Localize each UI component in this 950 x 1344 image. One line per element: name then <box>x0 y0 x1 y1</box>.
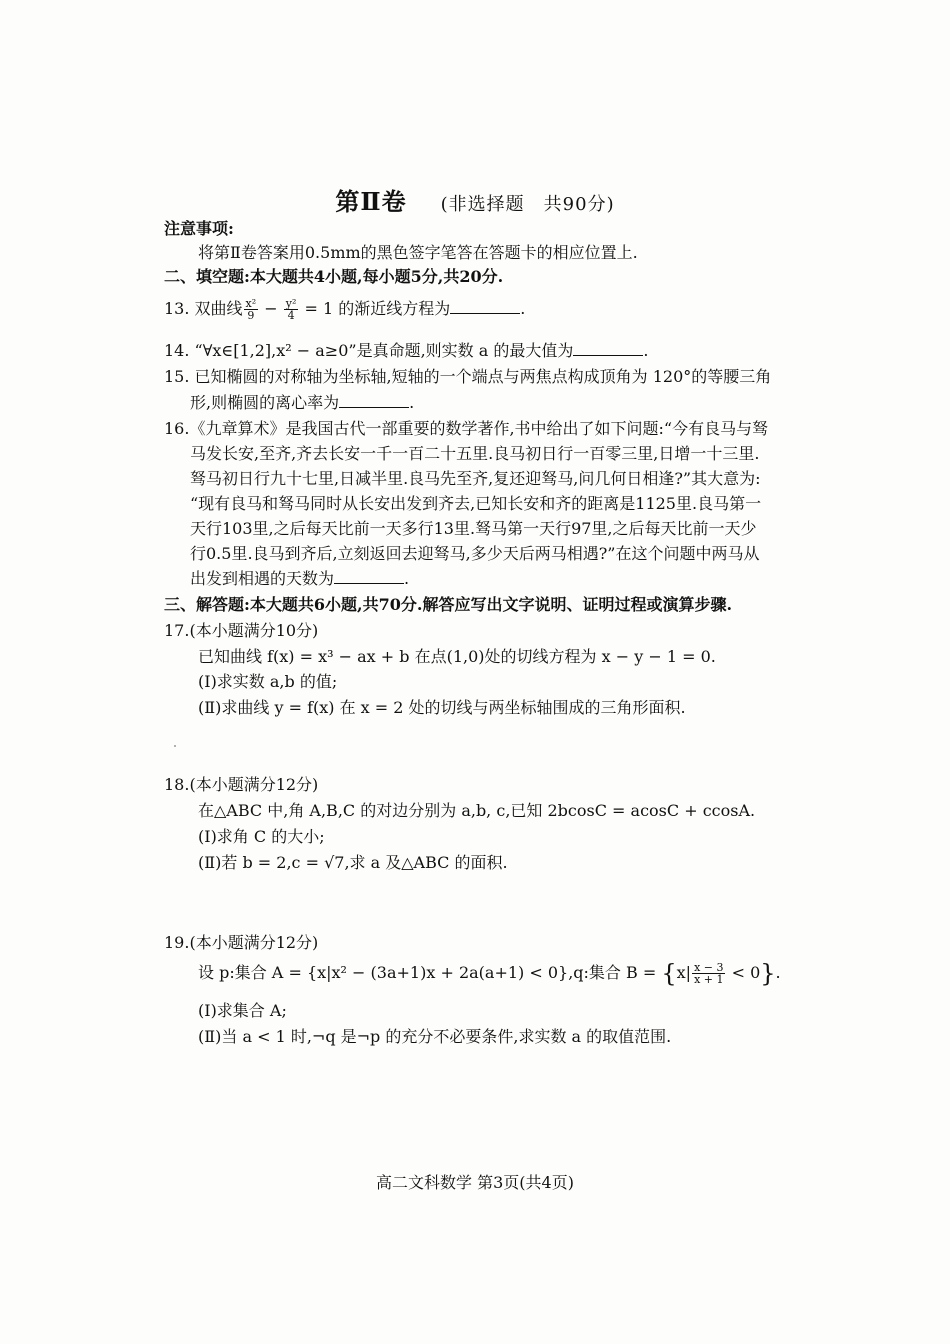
q16-line7-text: 出发到相遇的天数为 <box>190 569 335 588</box>
q17-head: 17.(本小题满分10分) <box>164 621 319 640</box>
title-main: 第Ⅱ卷 <box>335 187 407 216</box>
notice-heading: 注意事项: <box>164 219 234 238</box>
q14-end: . <box>643 341 649 360</box>
q17-line1: 已知曲线 f(x) = x³ − ax + b 在点(1,0)处的切线方程为 x − y − 1 = 0. <box>198 647 716 666</box>
q19-brace-close: } <box>760 959 776 988</box>
answer-blank <box>334 569 404 584</box>
q15-line2 <box>190 392 414 414</box>
scan-speck <box>174 745 176 747</box>
notice-text: 将第Ⅱ卷答案用0.5mm的黑色签字笔答在答题卡的相应位置上. <box>198 243 638 262</box>
q13-frac1-num: x² <box>245 297 257 310</box>
question-14 <box>164 340 648 362</box>
q19-line1 <box>198 959 781 988</box>
q13-frac2-den: 4 <box>287 309 295 322</box>
q13-frac2-num: y² <box>285 297 297 310</box>
q16-line5: 天行103里,之后每天比前一天多行13里.驽马第一天行97里,之后每天比前一天少 <box>190 519 757 538</box>
q19-end: . <box>775 963 781 982</box>
q17-part2: (Ⅱ)求曲线 y = f(x) 在 x = 2 处的切线与两坐标轴围成的三角形面积. <box>198 698 686 717</box>
q16-line2: 马发长安,至齐,齐去长安一千一百二十五里.良马初日行一百零三里,日增一十三里. <box>190 444 760 463</box>
q16-line4: “现有良马和驽马同时从长安出发到齐去,已知长安和齐的距离是1125里.良马第一 <box>190 494 762 513</box>
q19-frac-den: x + 1 <box>694 973 724 986</box>
q16-line7 <box>190 568 409 590</box>
q19-part2: (Ⅱ)当 a < 1 时,¬q 是¬p 的充分不必要条件,求实数 a 的取值范围. <box>198 1027 672 1046</box>
q19-frac-num: x − 3 <box>694 961 724 974</box>
q16-line3: 驽马初日行九十七里,日减半里.良马先至齐,复还迎驽马,问几何日相逢?”其大意为: <box>190 469 761 488</box>
q18-line1: 在△ABC 中,角 A,B,C 的对边分别为 a,b, c,已知 2bcosC = acosC + ccosA. <box>198 801 756 820</box>
answer-blank <box>339 393 409 408</box>
q15-line1: 15. 已知椭圆的对称轴为坐标轴,短轴的一个端点与两焦点构成顶角为 120°的等腰三角 <box>164 367 772 386</box>
question-13 <box>164 298 525 321</box>
q19-line1-prefix: 设 p:集合 A = {x|x² − (3a+1)x + 2a(a+1) < 0},q:集合 B = <box>198 963 662 982</box>
q19-brace-open: { <box>661 959 677 988</box>
q16-end: . <box>404 569 410 588</box>
q16-line6: 行0.5里.良马到齐后,立刻返回去迎驽马,多少天后两马相遇?”在这个问题中两马从 <box>190 544 760 563</box>
title-sub: (非选择题 共90分) <box>440 194 615 215</box>
section-title <box>0 182 950 217</box>
q13-frac1-den: 9 <box>247 309 255 322</box>
section3-heading: 三、解答题:本大题共6小题,共70分.解答应写出文字说明、证明过程或演算步骤. <box>164 595 733 614</box>
q19-set-var: x| <box>676 963 692 982</box>
q14-text: 14. “∀x∈[1,2],x² − a≥0”是真命题,则实数 a 的最大值为 <box>164 341 574 360</box>
q15-end: . <box>409 393 415 412</box>
q19-fraction <box>692 962 725 985</box>
q13-end: . <box>520 299 526 318</box>
q19-lt0: < 0 <box>726 963 761 982</box>
q13-fraction-y <box>284 298 299 321</box>
answer-blank <box>450 299 520 314</box>
q19-part1: (Ⅰ)求集合 A; <box>198 1001 287 1020</box>
page-footer: 高二文科数学 第3页(共4页) <box>376 1173 574 1192</box>
q19-head: 19.(本小题满分12分) <box>164 933 319 952</box>
q13-prefix: 13. 双曲线 <box>164 299 243 318</box>
q18-part2: (Ⅱ)若 b = 2,c = √7,求 a 及△ABC 的面积. <box>198 853 508 872</box>
q13-fraction-x <box>244 298 259 321</box>
answer-blank <box>573 341 643 356</box>
q17-part1: (Ⅰ)求实数 a,b 的值; <box>198 672 338 691</box>
q18-part1: (Ⅰ)求角 C 的大小; <box>198 827 325 846</box>
q13-suffix: = 1 的渐近线方程为 <box>299 299 451 318</box>
q18-head: 18.(本小题满分12分) <box>164 775 319 794</box>
q13-minus: − <box>259 299 283 318</box>
q16-line1: 16.《九章算术》是我国古代一部重要的数学著作,书中给出了如下问题:“今有良马与驽 <box>164 419 769 438</box>
section2-heading: 二、填空题:本大题共4小题,每小题5分,共20分. <box>164 267 504 286</box>
q15-line2-text: 形,则椭圆的离心率为 <box>190 393 340 412</box>
